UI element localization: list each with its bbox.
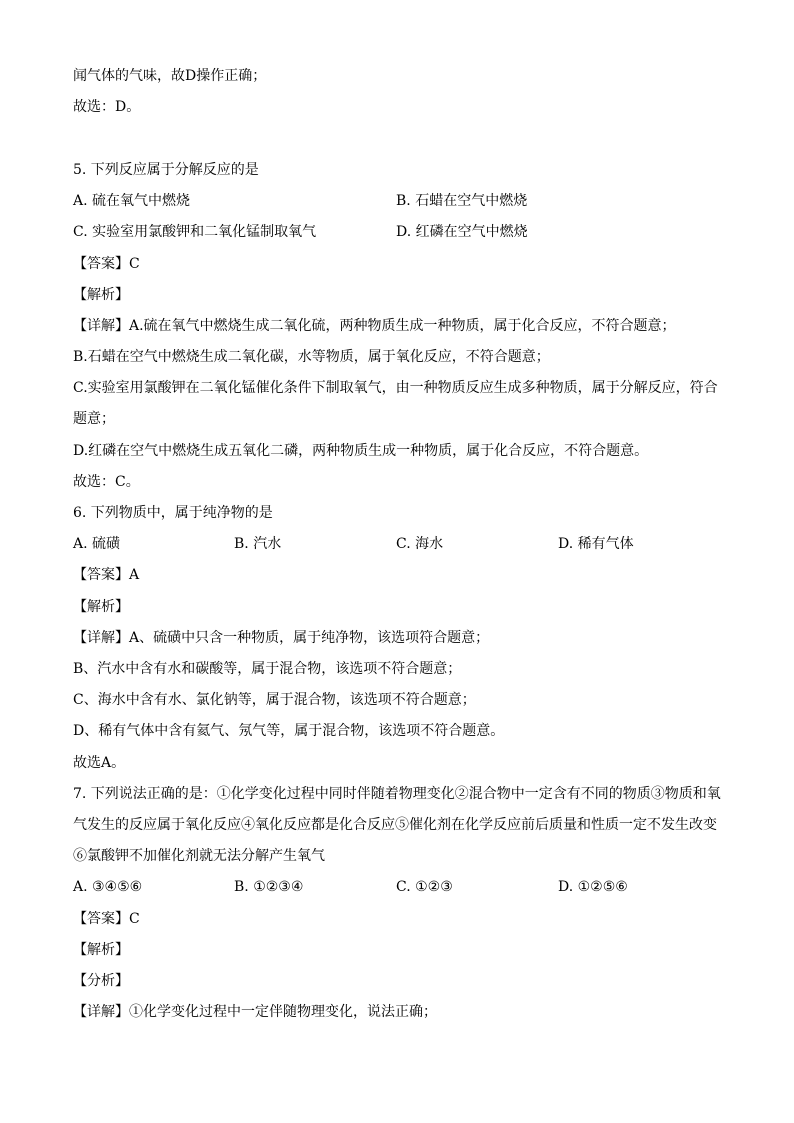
option-b: B. 汽水 xyxy=(234,536,282,552)
analysis-header: 【解析】 xyxy=(73,942,129,958)
question-7-cont: ⑥氯酸钾不加催化剂就无法分解产生氧气 xyxy=(73,848,325,864)
explanation-line: 【详解】A.硫在氧气中燃烧生成二氧化硫，两种物质生成一种物质，属于化合反应，不符合题意； xyxy=(73,318,676,334)
text-line: 故选：D。 xyxy=(73,99,141,115)
question-6: 6. 下列物质中，属于纯净物的是 xyxy=(73,505,273,521)
explanation-line: C.实验室用氯酸钾在二氧化锰催化条件下制取氧气，由一种物质反应生成多种物质，属于分解反应，符合 xyxy=(73,380,718,396)
answer: 【答案】A xyxy=(73,567,140,583)
selection-line: 故选A。 xyxy=(73,755,126,771)
answer: 【答案】C xyxy=(73,256,140,272)
option-d: D. 红磷在空气中燃烧 xyxy=(396,224,528,240)
question-5: 5. 下列反应属于分解反应的是 xyxy=(73,162,259,178)
explanation-line: 【详解】①化学变化过程中一定伴随物理变化，说法正确； xyxy=(73,1004,437,1020)
option-b: B. ①②③④ xyxy=(234,879,304,895)
answer: 【答案】C xyxy=(73,911,140,927)
explanation-line: C、海水中含有水、氯化钠等，属于混合物，该选项不符合题意； xyxy=(73,692,476,708)
selection-line: 故选：C。 xyxy=(73,474,140,490)
option-b: B. 石蜡在空气中燃烧 xyxy=(396,193,528,209)
option-a: A. 硫在氧气中燃烧 xyxy=(73,193,191,209)
option-c: C. ①②③ xyxy=(396,879,453,895)
option-c: C. 海水 xyxy=(396,536,444,552)
option-a: A. 硫磺 xyxy=(73,536,121,552)
analysis-header: 【解析】 xyxy=(73,599,129,615)
explanation-line: B、汽水中含有水和碳酸等，属于混合物，该选项不符合题意； xyxy=(73,661,462,677)
explanation-line: 题意； xyxy=(73,411,115,427)
option-c: C. 实验室用氯酸钾和二氧化锰制取氧气 xyxy=(73,224,317,240)
option-d: D. ①②⑤⑥ xyxy=(558,879,628,895)
option-a: A. ③④⑤⑥ xyxy=(73,879,143,895)
analysis-header: 【解析】 xyxy=(73,287,129,303)
question-7-cont: 气发生的反应属于氧化反应④氧化反应都是化合反应⑤催化剂在化学反应前后质量和性质一定不发生改变 xyxy=(73,817,717,833)
explanation-line: 【详解】A、硫磺中只含一种物质，属于纯净物，该选项符合题意； xyxy=(73,630,490,646)
explanation-line: D.红磷在空气中燃烧生成五氧化二磷，两种物质生成一种物质，属于化合反应，不符合题意。 xyxy=(73,443,649,459)
explanation-line: D、稀有气体中含有氦气、氖气等，属于混合物，该选项不符合题意。 xyxy=(73,723,505,739)
analysis-sub-header: 【分析】 xyxy=(73,973,129,989)
explanation-line: B.石蜡在空气中燃烧生成二氧化碳，水等物质，属于氧化反应，不符合题意； xyxy=(73,349,550,365)
option-d: D. 稀有气体 xyxy=(558,536,634,552)
text-line: 闻气体的气味，故D操作正确； xyxy=(73,68,267,84)
question-7: 7. 下列说法正确的是：①化学变化过程中同时伴随着物理变化②混合物中一定含有不同的物质③物质和氧 xyxy=(73,786,721,802)
